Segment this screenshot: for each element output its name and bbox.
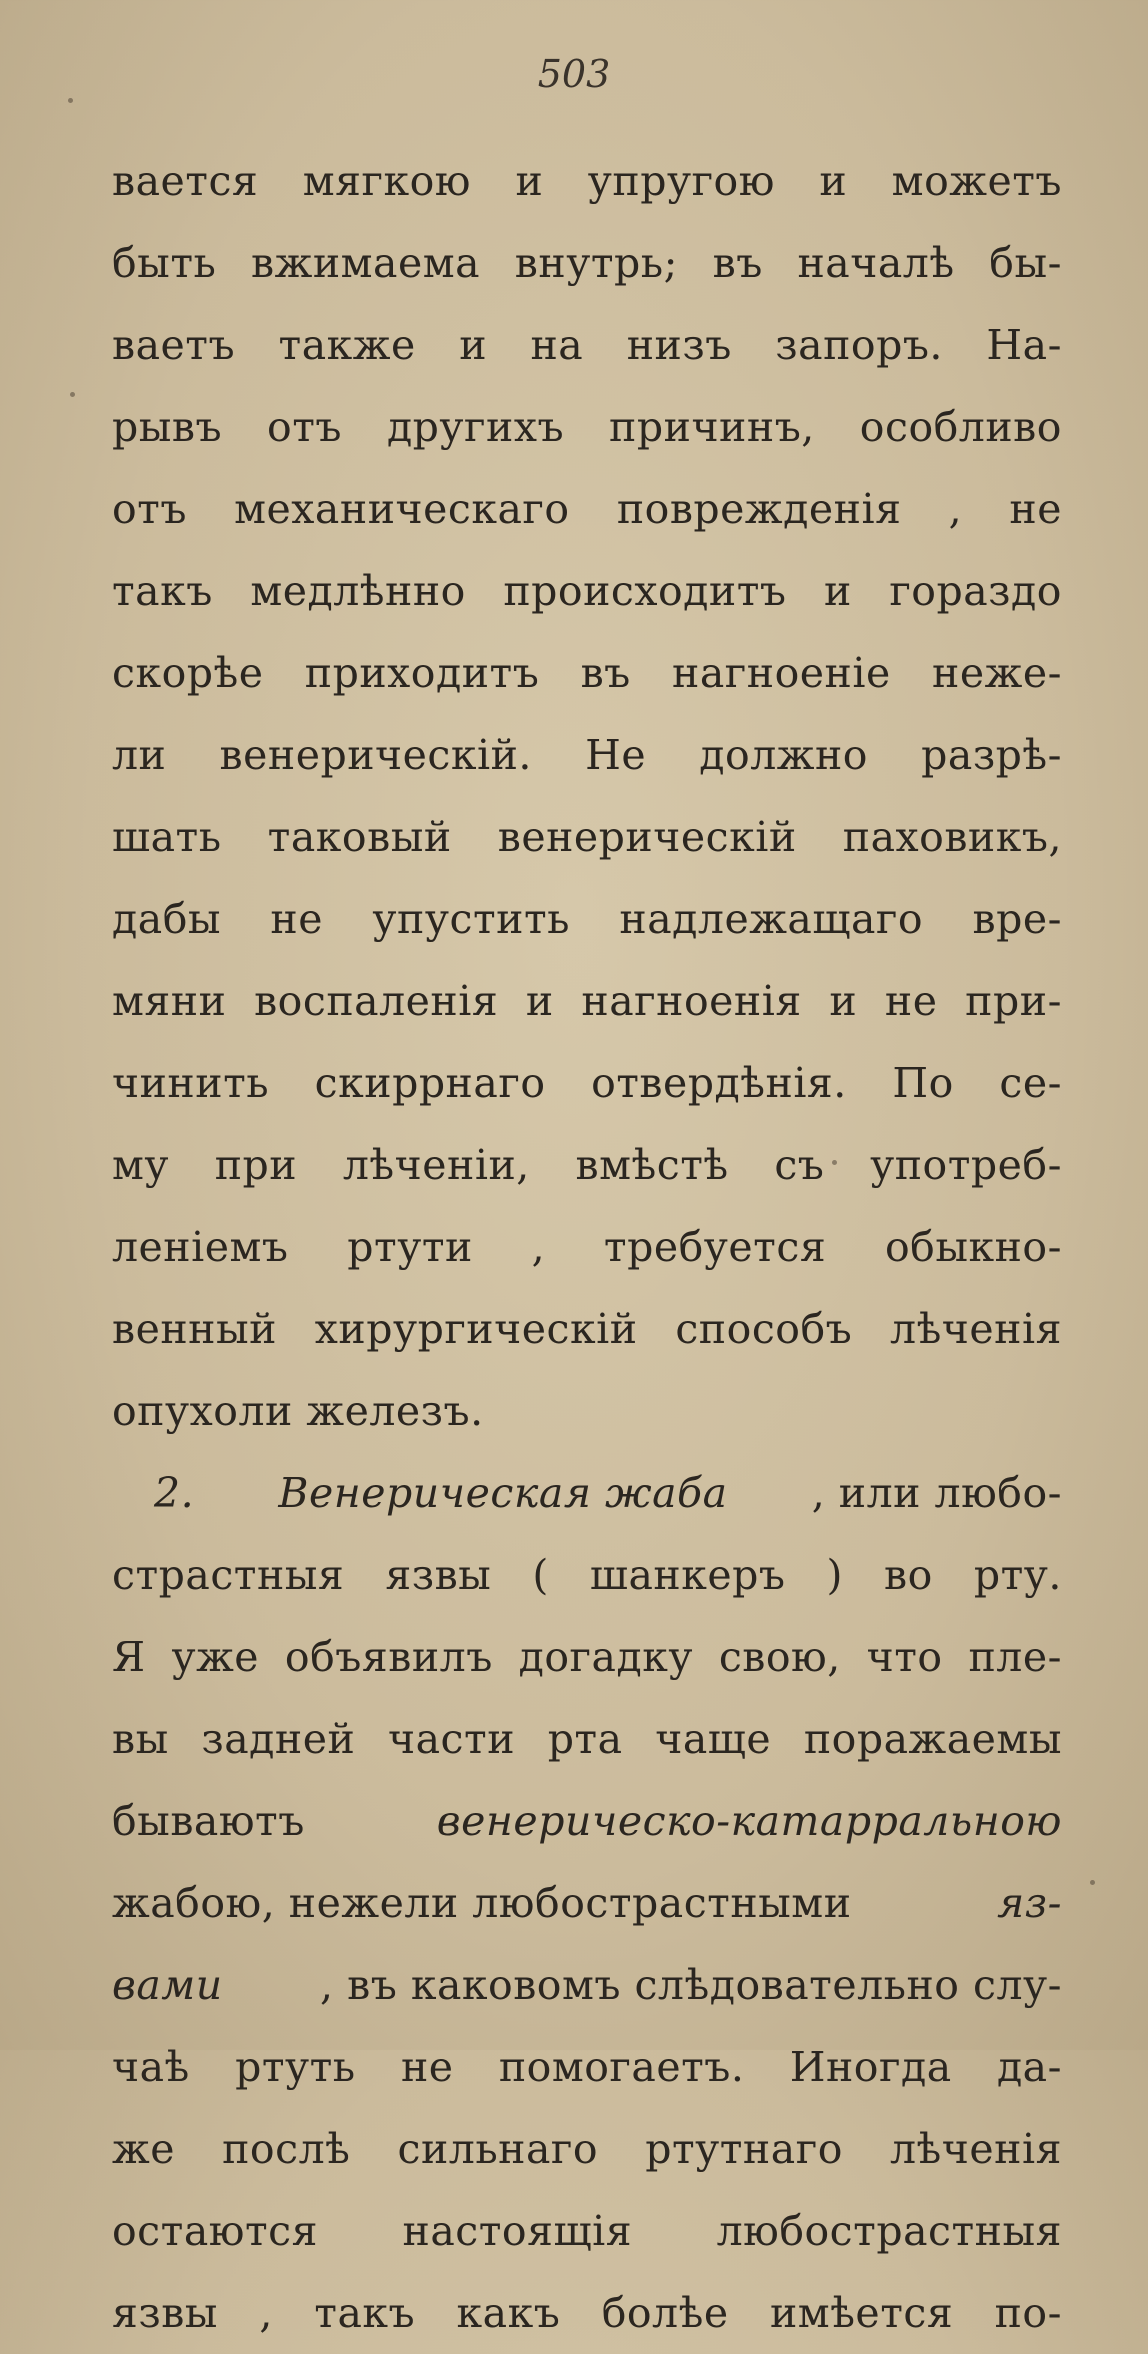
- text-line: [112, 304, 1062, 386]
- word: паховикъ,: [842, 813, 1062, 861]
- section-number: 2.: [154, 1469, 195, 1517]
- word: вается: [112, 157, 259, 205]
- word: помогаетъ.: [498, 2043, 745, 2091]
- word: ,: [531, 1223, 546, 1271]
- text-line: [112, 386, 1062, 468]
- word: что: [866, 1633, 943, 1681]
- word: шать: [112, 813, 222, 861]
- word: шанкеръ: [589, 1551, 786, 1599]
- text-line: [112, 222, 1062, 304]
- word: мягкою: [302, 157, 472, 205]
- text-line: опухоли железъ.: [112, 1387, 484, 1435]
- word: венный: [112, 1305, 277, 1353]
- word: Не: [585, 731, 647, 779]
- word: ртутнаго: [645, 2125, 843, 2173]
- word: пле-: [968, 1633, 1062, 1681]
- word: ,: [948, 485, 963, 533]
- word: началѣ: [797, 239, 955, 287]
- word: и: [819, 157, 848, 205]
- word: Иногда: [789, 2043, 952, 2091]
- text-line-mixed: [112, 1944, 1062, 2026]
- word: механическаго: [234, 485, 570, 533]
- text-line: [112, 1042, 1062, 1124]
- text-line: [112, 2108, 1062, 2190]
- word: быть: [112, 239, 217, 287]
- word: отъ: [267, 403, 342, 451]
- section-heading-line: [112, 1452, 1062, 1534]
- word: бы-: [989, 239, 1062, 287]
- word: требуется: [603, 1223, 827, 1271]
- word: венерическій.: [219, 731, 532, 779]
- word: ртути: [347, 1223, 473, 1271]
- text-line: [112, 714, 1062, 796]
- word: медлѣнно: [250, 567, 466, 615]
- word: венерическій: [497, 813, 797, 861]
- word: такъ: [314, 2289, 416, 2337]
- word: скорѣе: [112, 649, 264, 697]
- word: при: [214, 1141, 298, 1189]
- word: надлежащаго: [619, 895, 924, 943]
- word: вмѣстѣ: [575, 1141, 729, 1189]
- word: По: [892, 1059, 954, 1107]
- word: лѣченія: [890, 2125, 1062, 2173]
- word: внутрь;: [514, 239, 678, 287]
- paper-speck: [1090, 1880, 1095, 1885]
- word: ртуть: [235, 2043, 356, 2091]
- word: ли: [112, 731, 167, 779]
- word: и: [459, 321, 488, 369]
- word: се-: [999, 1059, 1062, 1107]
- emphasis-text: венерическо-катарральною: [436, 1797, 1062, 1845]
- word: способъ: [675, 1305, 853, 1353]
- word: должно: [699, 731, 868, 779]
- word: чаще: [655, 1715, 772, 1763]
- word: да-: [996, 2043, 1062, 2091]
- word: мяни: [112, 977, 227, 1025]
- word: не: [270, 895, 324, 943]
- word: не: [884, 977, 938, 1025]
- word: приходитъ: [304, 649, 540, 697]
- word: употреб-: [870, 1141, 1062, 1189]
- word: запоръ.: [775, 321, 943, 369]
- word: и: [829, 977, 858, 1025]
- word: другихъ: [386, 403, 565, 451]
- text-line: [112, 796, 1062, 878]
- emphasis-text: вами: [112, 1961, 223, 2009]
- word: рывъ: [112, 403, 223, 451]
- text-line: [112, 960, 1062, 1042]
- page-number: 503: [537, 52, 611, 96]
- word: (: [532, 1551, 549, 1599]
- word: рта: [547, 1715, 623, 1763]
- word: происходитъ: [503, 567, 787, 615]
- word: свою,: [718, 1633, 841, 1681]
- word: гораздо: [889, 567, 1062, 615]
- word: нагноенія: [581, 977, 802, 1025]
- word: отвердѣнія.: [591, 1059, 847, 1107]
- word: язвы: [112, 2289, 218, 2337]
- word: имѣется: [769, 2289, 954, 2337]
- word: сильнаго: [397, 2125, 599, 2173]
- word: разрѣ-: [921, 731, 1062, 779]
- text-line: [112, 2026, 1062, 2108]
- word: рту.: [973, 1551, 1062, 1599]
- word: особливо: [859, 403, 1062, 451]
- line-text: бываютъ: [112, 1797, 305, 1845]
- text-line: [112, 2272, 1062, 2354]
- word: при-: [965, 977, 1062, 1025]
- word: на: [530, 321, 584, 369]
- word: такъ: [112, 567, 213, 615]
- word: въ: [580, 649, 631, 697]
- word: отъ: [112, 485, 187, 533]
- text-line: [112, 1534, 1062, 1616]
- paper-speck: [832, 1160, 837, 1165]
- word: Я: [112, 1633, 146, 1681]
- line-text: , въ каковомъ слѣдовательно слу-: [320, 1961, 1062, 2009]
- section-title-rest: , или любо-: [811, 1469, 1062, 1517]
- word: не: [400, 2043, 454, 2091]
- word: вре-: [972, 895, 1062, 943]
- word: во: [884, 1551, 933, 1599]
- word: упругою: [587, 157, 775, 205]
- text-line: [112, 1288, 1062, 1370]
- text-line-mixed: [112, 1780, 1062, 1862]
- word: ,: [259, 2289, 273, 2337]
- section-title: Венерическая жаба: [278, 1469, 728, 1517]
- word: лѣченія: [890, 1305, 1062, 1353]
- word: ): [826, 1551, 843, 1599]
- body-text: [112, 140, 1062, 2354]
- word: воспаленія: [254, 977, 499, 1025]
- word: поражаемы: [803, 1715, 1062, 1763]
- word: уже: [171, 1633, 260, 1681]
- text-line: [112, 2190, 1062, 2272]
- word: въ: [712, 239, 763, 287]
- word: же: [112, 2125, 175, 2173]
- text-line: [112, 550, 1062, 632]
- word: упустить: [372, 895, 570, 943]
- line-text: жабою, нежели любострастными: [112, 1879, 852, 1927]
- word: болѣе: [601, 2289, 729, 2337]
- word: причинъ,: [609, 403, 815, 451]
- word: по-: [994, 2289, 1062, 2337]
- word: дабы: [112, 895, 222, 943]
- word: чаѣ: [112, 2043, 190, 2091]
- text-line: [112, 1698, 1062, 1780]
- text-line: [112, 878, 1062, 960]
- word: послѣ: [222, 2125, 351, 2173]
- word: и: [515, 157, 544, 205]
- paper-speck: [70, 392, 75, 397]
- word: любострастныя: [716, 2207, 1062, 2255]
- word: не: [1009, 485, 1062, 533]
- word: На-: [986, 321, 1062, 369]
- emphasis-text: яз-: [997, 1879, 1062, 1927]
- word: части: [388, 1715, 516, 1763]
- word: задней: [201, 1715, 356, 1763]
- word: хирургическій: [314, 1305, 638, 1353]
- word: также: [278, 321, 416, 369]
- word: какъ: [456, 2289, 561, 2337]
- word: неже-: [932, 649, 1062, 697]
- word: страстныя: [112, 1551, 345, 1599]
- text-line: [112, 140, 1062, 222]
- word: леніемъ: [112, 1223, 289, 1271]
- word: скиррнаго: [314, 1059, 546, 1107]
- word: вжимаема: [251, 239, 481, 287]
- word: и: [525, 977, 554, 1025]
- word: догадку: [518, 1633, 693, 1681]
- text-line: [112, 1206, 1062, 1288]
- paper-speck: [68, 98, 73, 103]
- word: язвы: [385, 1551, 492, 1599]
- word: и: [824, 567, 852, 615]
- word: нагноеніе: [672, 649, 891, 697]
- word: низъ: [626, 321, 732, 369]
- text-line: [112, 632, 1062, 714]
- word: вы: [112, 1715, 169, 1763]
- word: лѣченіи,: [342, 1141, 530, 1189]
- word: ваетъ: [112, 321, 236, 369]
- text-line: [112, 1124, 1062, 1206]
- word: настоящія: [402, 2207, 633, 2255]
- text-line: [112, 468, 1062, 550]
- text-line-mixed: [112, 1862, 1062, 1944]
- word: таковый: [267, 813, 452, 861]
- word: поврежденія: [616, 485, 902, 533]
- word: можетъ: [891, 157, 1062, 205]
- word: съ: [774, 1141, 825, 1189]
- word: му: [112, 1141, 170, 1189]
- text-line: [112, 1616, 1062, 1698]
- word: объявилъ: [284, 1633, 493, 1681]
- word: остаются: [112, 2207, 318, 2255]
- word: чинить: [112, 1059, 270, 1107]
- word: обыкно-: [884, 1223, 1062, 1271]
